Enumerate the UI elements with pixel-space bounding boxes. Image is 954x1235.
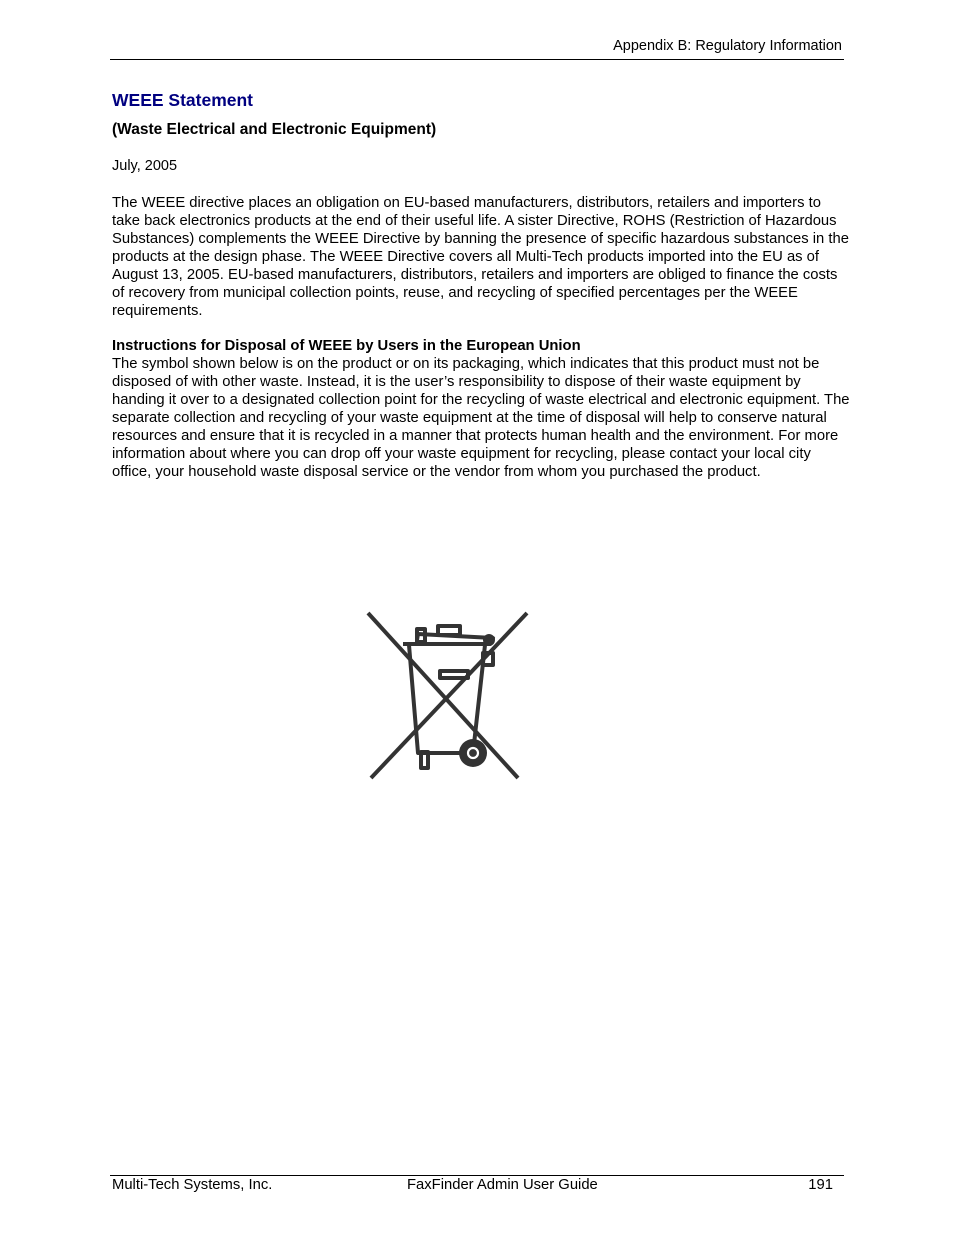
disposal-instructions-paragraph: The symbol shown below is on the product or on its packaging, which indicates that this product must not be disposed of with other waste. Instead, it is the user’s responsibility to dispose of their waste equipment by handing it over to a designated collection point for the recycling of waste electrical and electronic equipment. The separate collection and recycling of your waste equipment at the time of disposal will help to conserve natural resources and ensure that it is recycled in a manner that protects human health and the environment. For more information about where you can drop off your waste equipment for recycling, please contact your local city office, your household waste disposal service or the vendor from whom you purchased the product.: [112, 356, 850, 480]
footer-guide-title: FaxFinder Admin User Guide: [407, 1177, 598, 1193]
section-title: WEEE Statement: [112, 90, 253, 110]
statement-date: July, 2005: [112, 158, 178, 174]
bin-wheel: [459, 739, 487, 767]
running-header-title: Appendix B: Regulatory Information: [613, 38, 842, 54]
crossed-out-wheelie-bin-icon: [365, 610, 530, 782]
footer-company: Multi-Tech Systems, Inc.: [112, 1177, 273, 1193]
footer-divider: [110, 1175, 844, 1176]
weee-directive-paragraph: The WEEE directive places an obligation on EU-based manufacturers, distributors, retailers and importers to take back electronics products at the end of their useful life. A sister Directive, ROHS (Restriction of Hazardous Substances) complements the WEEE Directive by banning the presence of specific hazardous substances in the products at the design phase. The WEEE Directive covers all Multi-Tech products imported into the EU as of August 13, 2005. EU-based manufacturers, distributors, retailers and importers are obliged to finance the costs of recovery from municipal collection points, reuse, and recycling of specified percentages per the WEEE requirements.: [112, 195, 849, 319]
disposal-instructions-heading: Instructions for Disposal of WEEE by Users in the European Union: [112, 338, 581, 354]
header-divider: [110, 59, 844, 60]
bin-lid-knob: [483, 634, 495, 646]
footer-page-number: 191: [808, 1177, 833, 1193]
section-subtitle: (Waste Electrical and Electronic Equipment): [112, 121, 437, 138]
